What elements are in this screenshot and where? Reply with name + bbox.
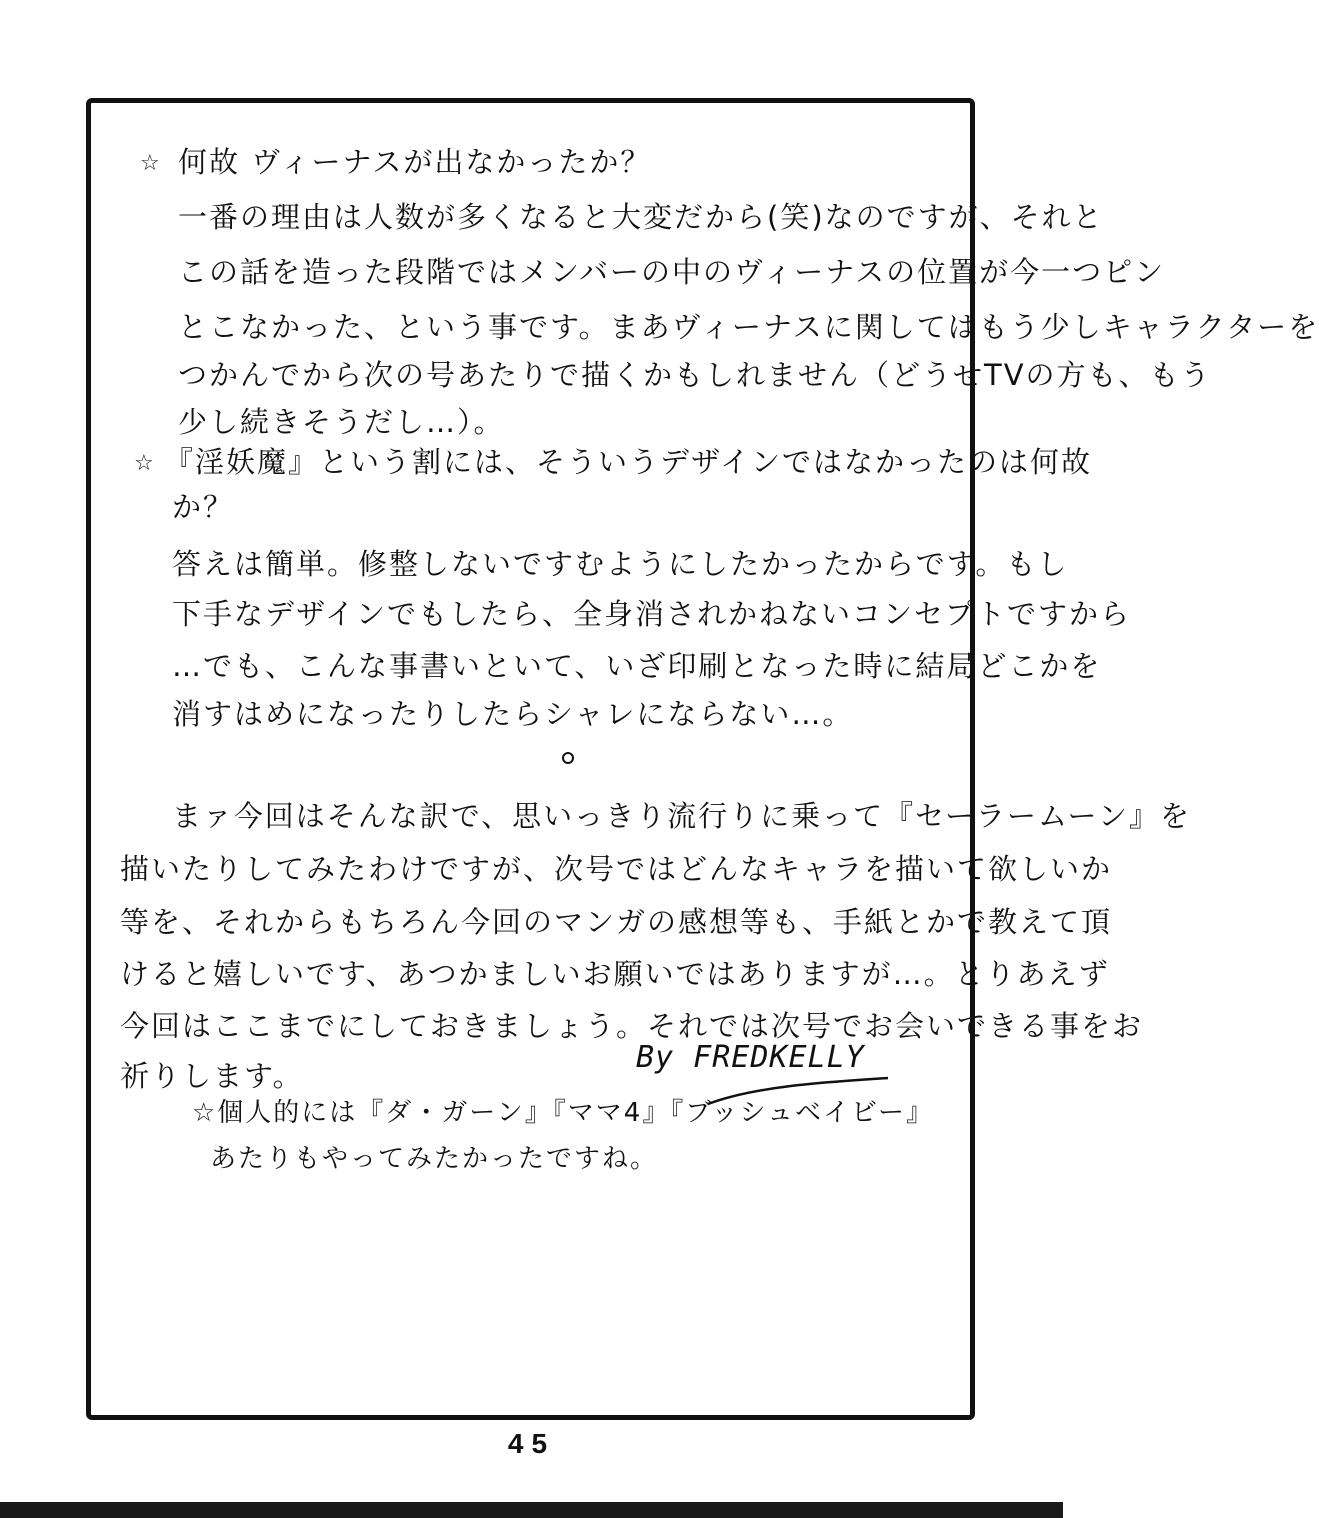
closing-line-3: 等を、それからもちろん今回のマンガの感想等も、手紙とかで教えて頂	[120, 905, 1113, 939]
scan-edge-bar	[0, 1502, 1063, 1518]
answer-1-line-1: 一番の理由は人数が多くなると大変だから(笑)なのですが、それと	[178, 200, 1104, 234]
closing-line-6: 祈りします。	[120, 1059, 304, 1093]
postscript-line-1: ☆個人的には『ダ・ガーン』『ママ4』『ブッシュベイビー』	[192, 1098, 934, 1128]
closing-line-1: まァ今回はそんな訳で、思いっきり流行りに乗って『セーラームーン』を	[172, 799, 1191, 833]
answer-1-line-4: つかんでから次の号あたりで描くかもしれません（どうせTVの方も、もう	[178, 358, 1212, 392]
answer-2-line-2: 下手なデザインでもしたら、全身消されかねないコンセプトですから	[172, 597, 1131, 631]
answer-1-line-5: 少し続きそうだし…）。	[178, 405, 505, 439]
page-number: 45	[507, 1428, 556, 1459]
star-bullet-icon: ☆	[140, 151, 160, 176]
postscript-line-2: あたりもやってみたかったですね。	[210, 1144, 659, 1174]
question-2-line-1: 『淫妖魔』という割には、そういうデザインではなかったのは何故	[164, 445, 1092, 479]
answer-1-line-3: とこなかった、という事です。まあヴィーナスに関してはもう少しキャラクターを	[178, 310, 1319, 344]
star-bullet-icon: ☆	[134, 451, 154, 476]
closing-line-5: 今回はここまでにしておきましょう。それでは次号でお会いできる事をお	[120, 1009, 1144, 1043]
answer-2-line-4: 消すはめになったりしたらシャレにならない…。	[172, 697, 854, 731]
question-1: 何故 ヴィーナスが出なかったか？	[178, 145, 652, 179]
closing-line-4: けると嬉しいです、あつかましいお願いではありますが…。とりあえず	[120, 957, 1110, 991]
answer-1-line-2: この話を造った段階ではメンバーの中のヴィーナスの位置が今一つピン	[178, 255, 1166, 289]
page-frame	[86, 98, 975, 1420]
question-2-line-2: か？	[172, 490, 235, 524]
answer-2-line-3: …でも、こんな事書いといて、いざ印刷となった時に結局どこかを	[172, 649, 1102, 683]
closing-line-2: 描いたりしてみたわけですが、次号ではどんなキャラを描いて欲しいか	[120, 852, 1113, 886]
section-divider-circle-icon	[562, 752, 574, 764]
signature-text: By FREDKELLY	[636, 1040, 865, 1075]
answer-2-line-1: 答えは簡単。修整しないですむようにしたかったからです。もし	[172, 547, 1069, 581]
